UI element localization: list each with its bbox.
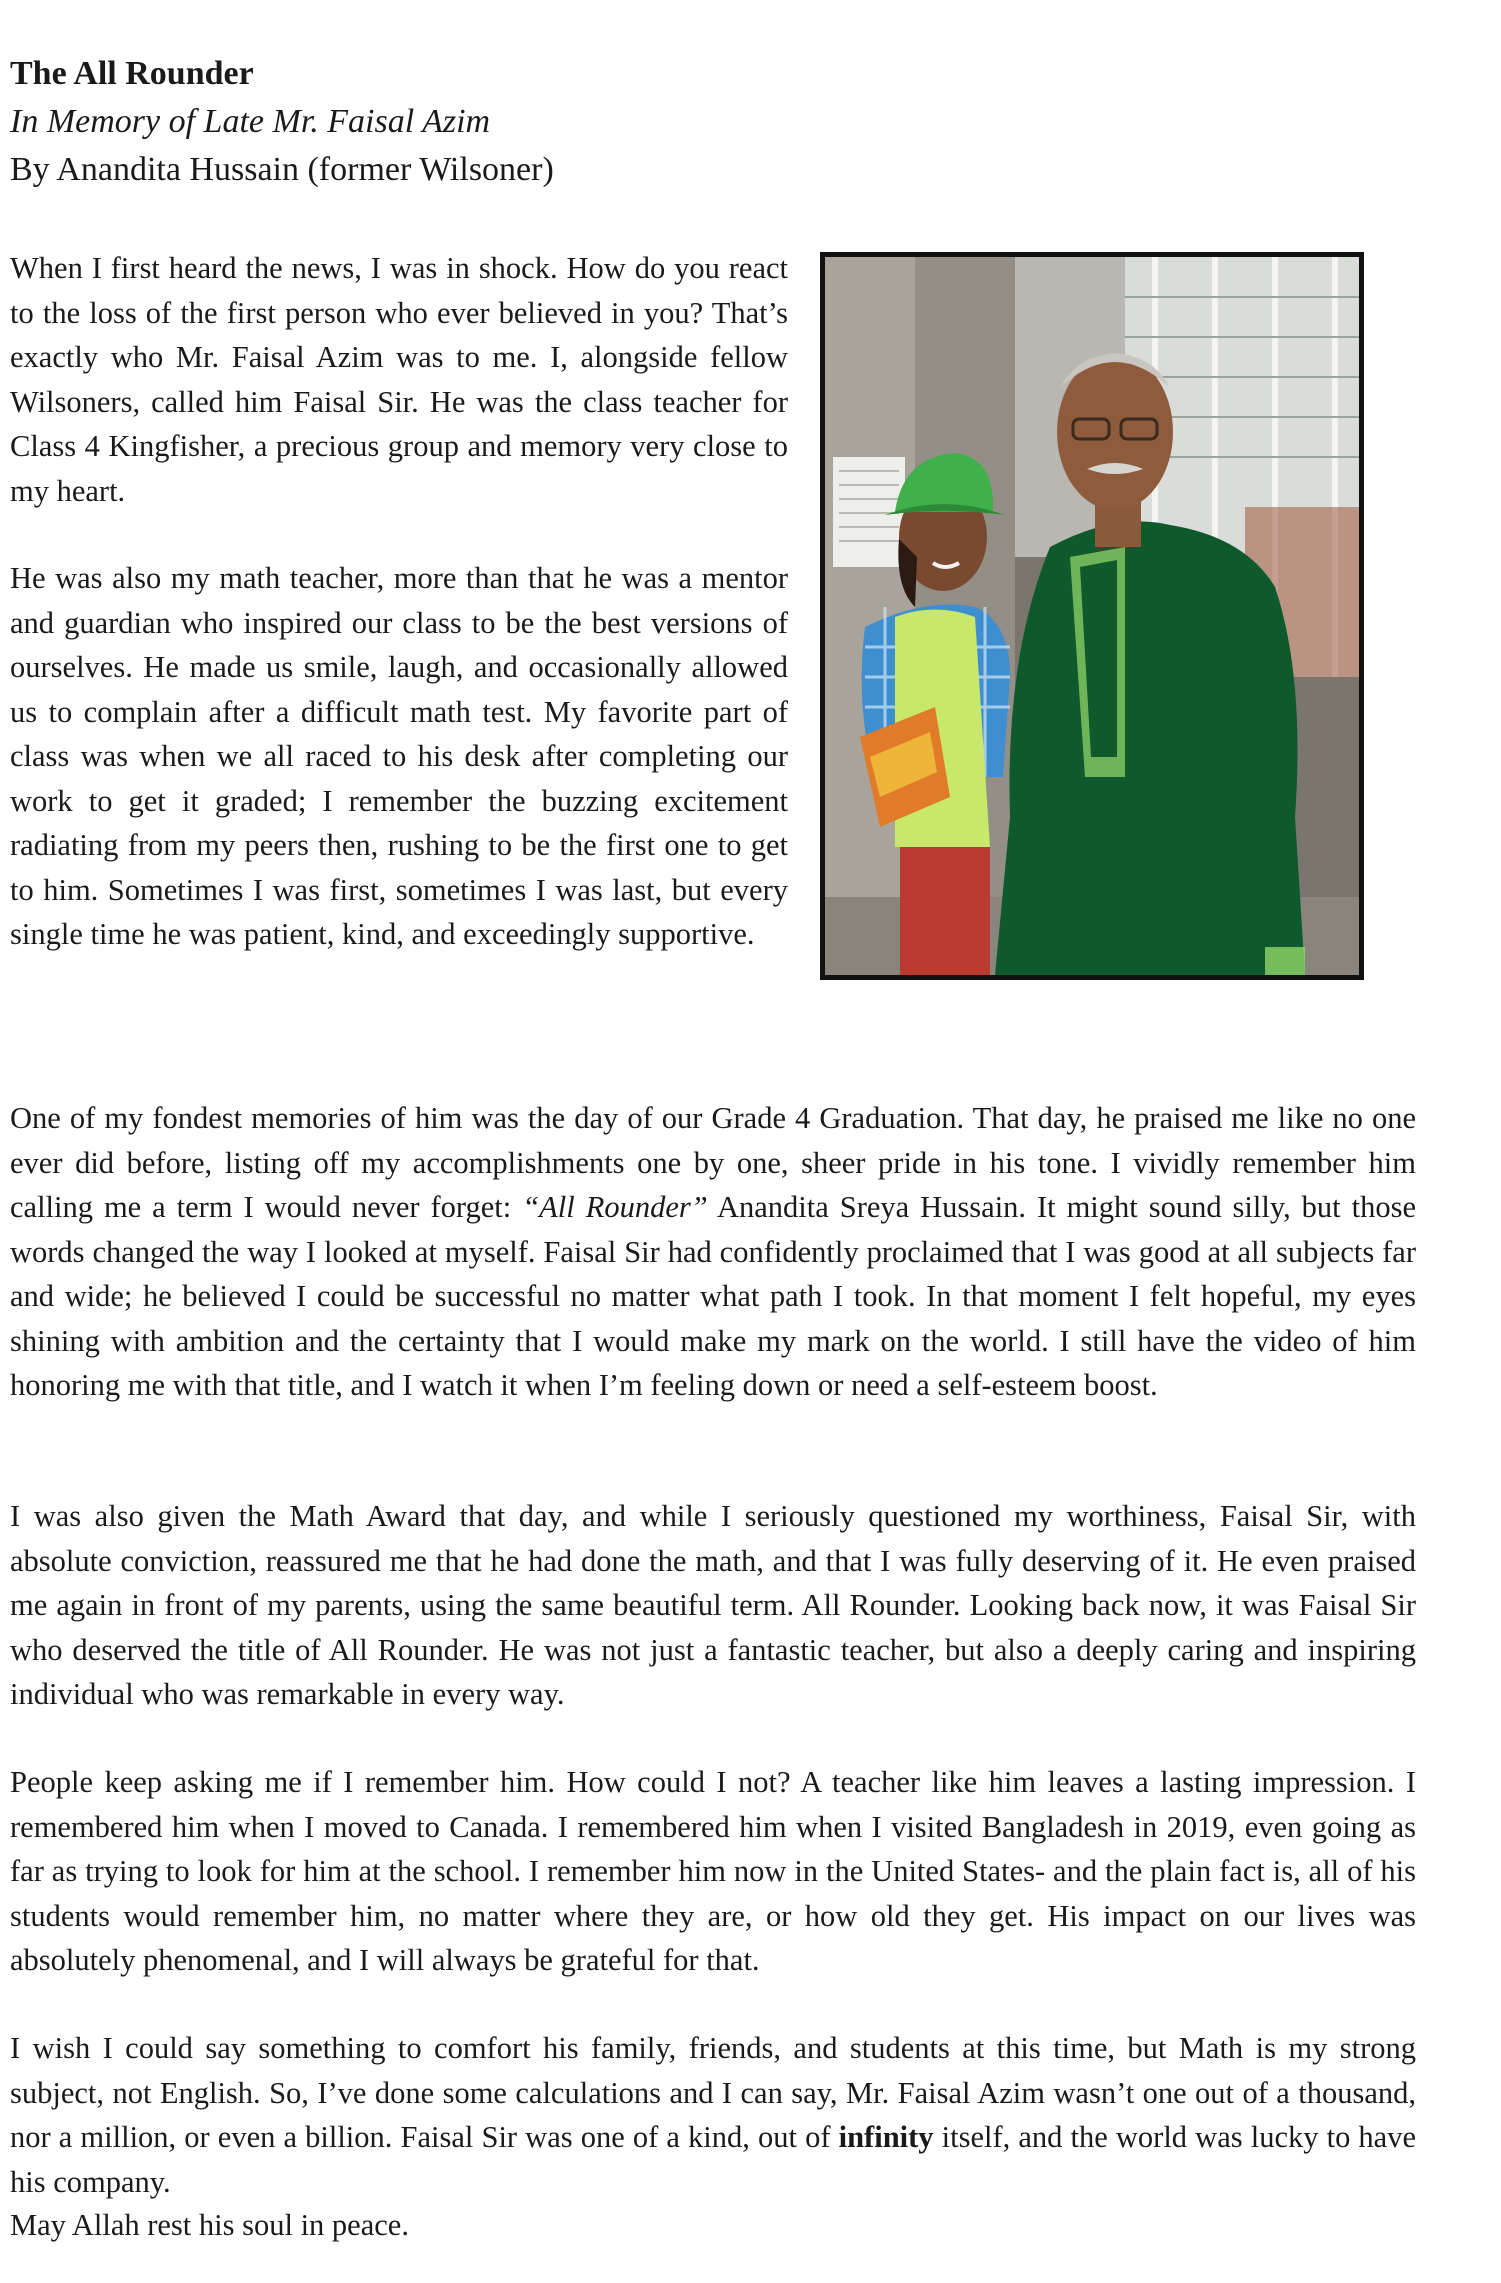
all-rounder-quote: “All Rounder”	[522, 1190, 708, 1224]
photo-illustration	[825, 257, 1359, 975]
article-title: The All Rounder	[10, 55, 254, 92]
paragraph-3-part-2: Anandita Sreya Hussain. It might sound silly, but those words changed the way I looked at myself. Faisal Sir had confidently proclaimed that I was good at all subjects far and wide; he believed I could be successful no matter what path I took. In that moment I felt hopeful, my eyes shining with ambition and the certainty that I would make my mark on the world. I still have the video of him honoring me with that title, and I watch it when I’m feeling down or need a self-esteem boost.	[10, 1190, 1416, 1402]
infinity-emphasis: infinity	[838, 2120, 934, 2154]
closing-line: May Allah rest his soul in peace.	[10, 2208, 409, 2242]
photo-teacher-and-student	[820, 252, 1364, 980]
paragraph-6-part-2: itself, and the world was lucky to have his company.	[10, 2120, 1417, 2199]
article-subtitle: In Memory of Late Mr. Faisal Azim	[10, 103, 491, 140]
paragraph-1: When I first heard the news, I was in shock. How do you react to the loss of the first person who ever believed in you? That’s exactly who Mr. Faisal Azim was to me. I, alongside fellow Wilsoners, called him Faisal Sir. He was the class teacher for Class 4 Kingfisher, a precious group and memory very close to my heart.	[10, 251, 788, 508]
paragraph-3	[10, 1096, 1416, 1408]
paragraph-2: He was also my math teacher, more than that he was a mentor and guardian who inspired our class to be the best versions of ourselves. He made us smile, laugh, and occasionally allowed us to complain after a difficult math test. My favorite part of class was when we all raced to his desk after completing our work to get it graded; I remember the buzzing excitement radiating from my peers then, rushing to be the first one to get to him. Sometimes I was first, sometimes I was last, but every single time he was patient, kind, and exceedingly supportive.	[10, 561, 788, 951]
paragraph-4: I was also given the Math Award that day, and while I seriously questioned my worthiness, Faisal Sir, with absolute conviction, reassured me that he had done the math, and that I was fully deserving of it. He even praised me again in front of my parents, using the same beautiful term. All Rounder. Looking back now, it was Faisal Sir who deserved the title of All Rounder. He was not just a fantastic teacher, but also a deeply caring and inspiring individual who was remarkable in every way.	[10, 1499, 1416, 1711]
paragraph-3-part-1: One of my fondest memories of him was the day of our Grade 4 Graduation. That day, he praised me like no one ever did before, listing off my accomplishments one by one, sheer pride in his tone. I vividly remember him calling me a term I would never forget:	[10, 1101, 1416, 1224]
article-byline: By Anandita Hussain (former Wilsoner)	[10, 151, 554, 188]
paragraph-6-part-1: I wish I could say something to comfort his family, friends, and students at this time, but Math is my strong subject, not English. So, I’ve done some calculations and I can say, Mr. Faisal Azim wasn’t one out of a thousand, nor a million, or even a billion. Faisal Sir was one of a kind, out of	[10, 2031, 1416, 2154]
paragraph-5: People keep asking me if I remember him. How could I not? A teacher like him leaves a lasting impression. I remembered him when I moved to Canada. I remembered him when I visited Bangladesh in 2019, even going as far as trying to look for him at the school. I remember him now in the United States- and the plain fact is, all of his students would remember him, no matter where they are, or how old they get. His impact on our lives was absolutely phenomenal, and I will always be grateful for that.	[10, 1765, 1416, 1977]
paragraph-6	[10, 2026, 1416, 2204]
article-header	[10, 50, 554, 194]
